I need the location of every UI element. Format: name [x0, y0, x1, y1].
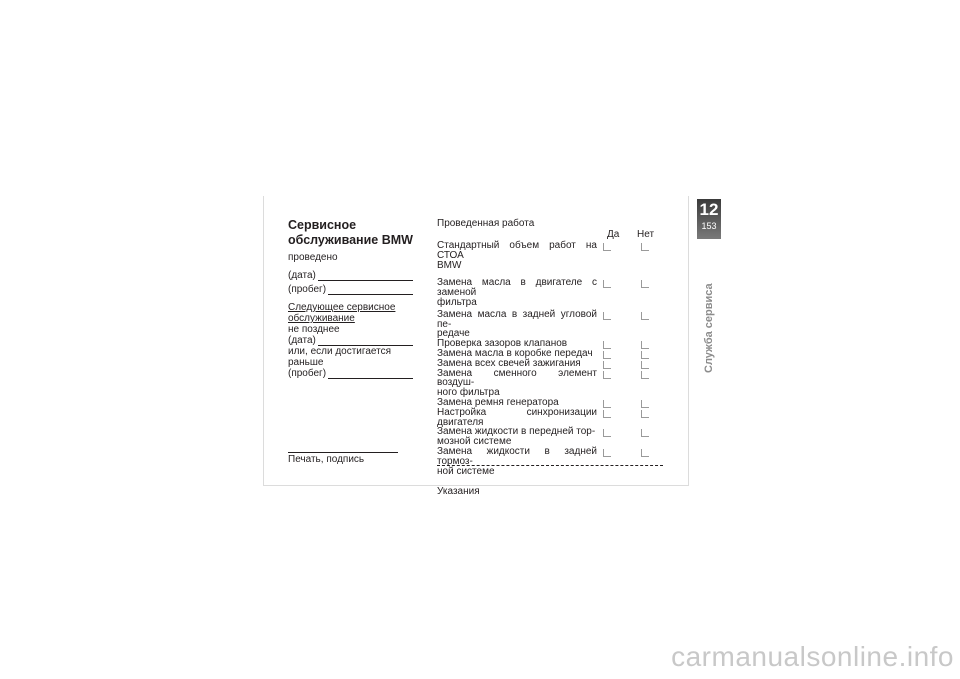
task-line1: Замена всех свечей зажигания [437, 357, 581, 369]
task-row [437, 408, 663, 428]
chapter-side-title: Служба сервиса [703, 283, 715, 373]
mileage-field[interactable] [288, 284, 413, 295]
next-service-line1: Следующее сервисное [288, 302, 396, 313]
yes-checkbox[interactable] [603, 243, 611, 251]
task-line1: Замена ремня генератора [437, 396, 559, 408]
task-row [437, 369, 663, 398]
yes-header: Да [607, 229, 620, 240]
signature-line[interactable] [288, 452, 398, 453]
service-title-line1: Сервисное [288, 218, 357, 232]
task-row [437, 447, 663, 476]
no-checkbox[interactable] [641, 280, 649, 288]
next-date-label: (дата) [288, 335, 316, 346]
no-checkbox[interactable] [641, 243, 649, 251]
task-line1: Замена масла в коробке передач [437, 347, 593, 359]
task-line1: Замена сменного элемент воздуш- [437, 367, 597, 389]
earlier-label: раньше [288, 357, 324, 368]
yes-checkbox[interactable] [603, 371, 611, 379]
task-line1: Замена масла в двигателе с заменой [437, 277, 597, 299]
no-checkbox[interactable] [641, 400, 649, 408]
notes-dashed-line[interactable] [437, 465, 663, 466]
watermark: carmanualsonline.info [671, 641, 954, 672]
not-later-label: не позднее [288, 324, 340, 335]
no-checkbox[interactable] [641, 351, 649, 359]
yes-checkbox[interactable] [603, 410, 611, 418]
work-performed-section [437, 218, 663, 497]
task-line2: мозной системе [437, 436, 512, 448]
next-mileage-label: (пробег) [288, 368, 327, 379]
yes-checkbox[interactable] [603, 400, 611, 408]
yes-no-header [437, 229, 663, 240]
date-line [318, 272, 413, 281]
task-line2: ной системе [437, 465, 495, 477]
no-checkbox[interactable] [641, 410, 649, 418]
no-checkbox[interactable] [641, 371, 649, 379]
no-checkbox[interactable] [641, 361, 649, 369]
yes-checkbox[interactable] [603, 312, 611, 320]
task-row [437, 241, 663, 270]
task-line2: фильтра [437, 296, 477, 308]
next-service-line2: обслуживание [288, 313, 355, 324]
yes-checkbox[interactable] [603, 351, 611, 359]
service-title-line2: обслуживание BMW [288, 233, 413, 247]
no-checkbox[interactable] [641, 312, 649, 320]
no-checkbox[interactable] [641, 449, 649, 457]
date-label: (дата) [288, 270, 316, 281]
task-line1: Замена жидкости в передней тор- [437, 426, 596, 438]
yes-checkbox[interactable] [603, 361, 611, 369]
task-line2: редаче [437, 328, 470, 340]
page-number: 153 [701, 221, 717, 231]
chapter-number: 12 [699, 200, 719, 219]
yes-checkbox[interactable] [603, 341, 611, 349]
next-date-field[interactable] [288, 335, 413, 346]
task-line2: BMW [437, 259, 462, 271]
task-line1: Настройка синхронизации двигателя [437, 406, 597, 428]
task-line1: Замена жидкости в задней тормоз- [437, 445, 597, 467]
chapter-tab [697, 199, 721, 239]
no-checkbox[interactable] [641, 341, 649, 349]
task-line1: Проверка зазоров клапанов [437, 338, 568, 350]
stamp-signature-label: Печать, подпись [288, 454, 365, 465]
task-row [437, 278, 663, 307]
task-line1: Стандартный объем работ на СТОА [437, 240, 597, 261]
no-checkbox[interactable] [641, 429, 649, 437]
next-mileage-field[interactable] [288, 368, 413, 379]
task-line1: Замена масла в задней угловой пе- [437, 308, 597, 330]
performed-label: проведено [288, 252, 338, 263]
task-row [437, 310, 663, 339]
yes-checkbox[interactable] [603, 429, 611, 437]
next-date-line [318, 337, 413, 346]
yes-checkbox[interactable] [603, 449, 611, 457]
task-row [437, 427, 663, 447]
task-line2: ного фильтра [437, 387, 500, 399]
mileage-label: (пробег) [288, 284, 327, 295]
notes-label: Указания [437, 486, 480, 498]
work-header: Проведенная работа [437, 218, 535, 229]
date-field[interactable] [288, 270, 413, 281]
yes-checkbox[interactable] [603, 280, 611, 288]
mileage-line [328, 286, 413, 295]
next-mileage-line [328, 370, 413, 379]
service-record-left [288, 218, 413, 379]
no-header: Нет [637, 229, 655, 240]
or-if-reached-label: или, если достигается [288, 346, 391, 357]
